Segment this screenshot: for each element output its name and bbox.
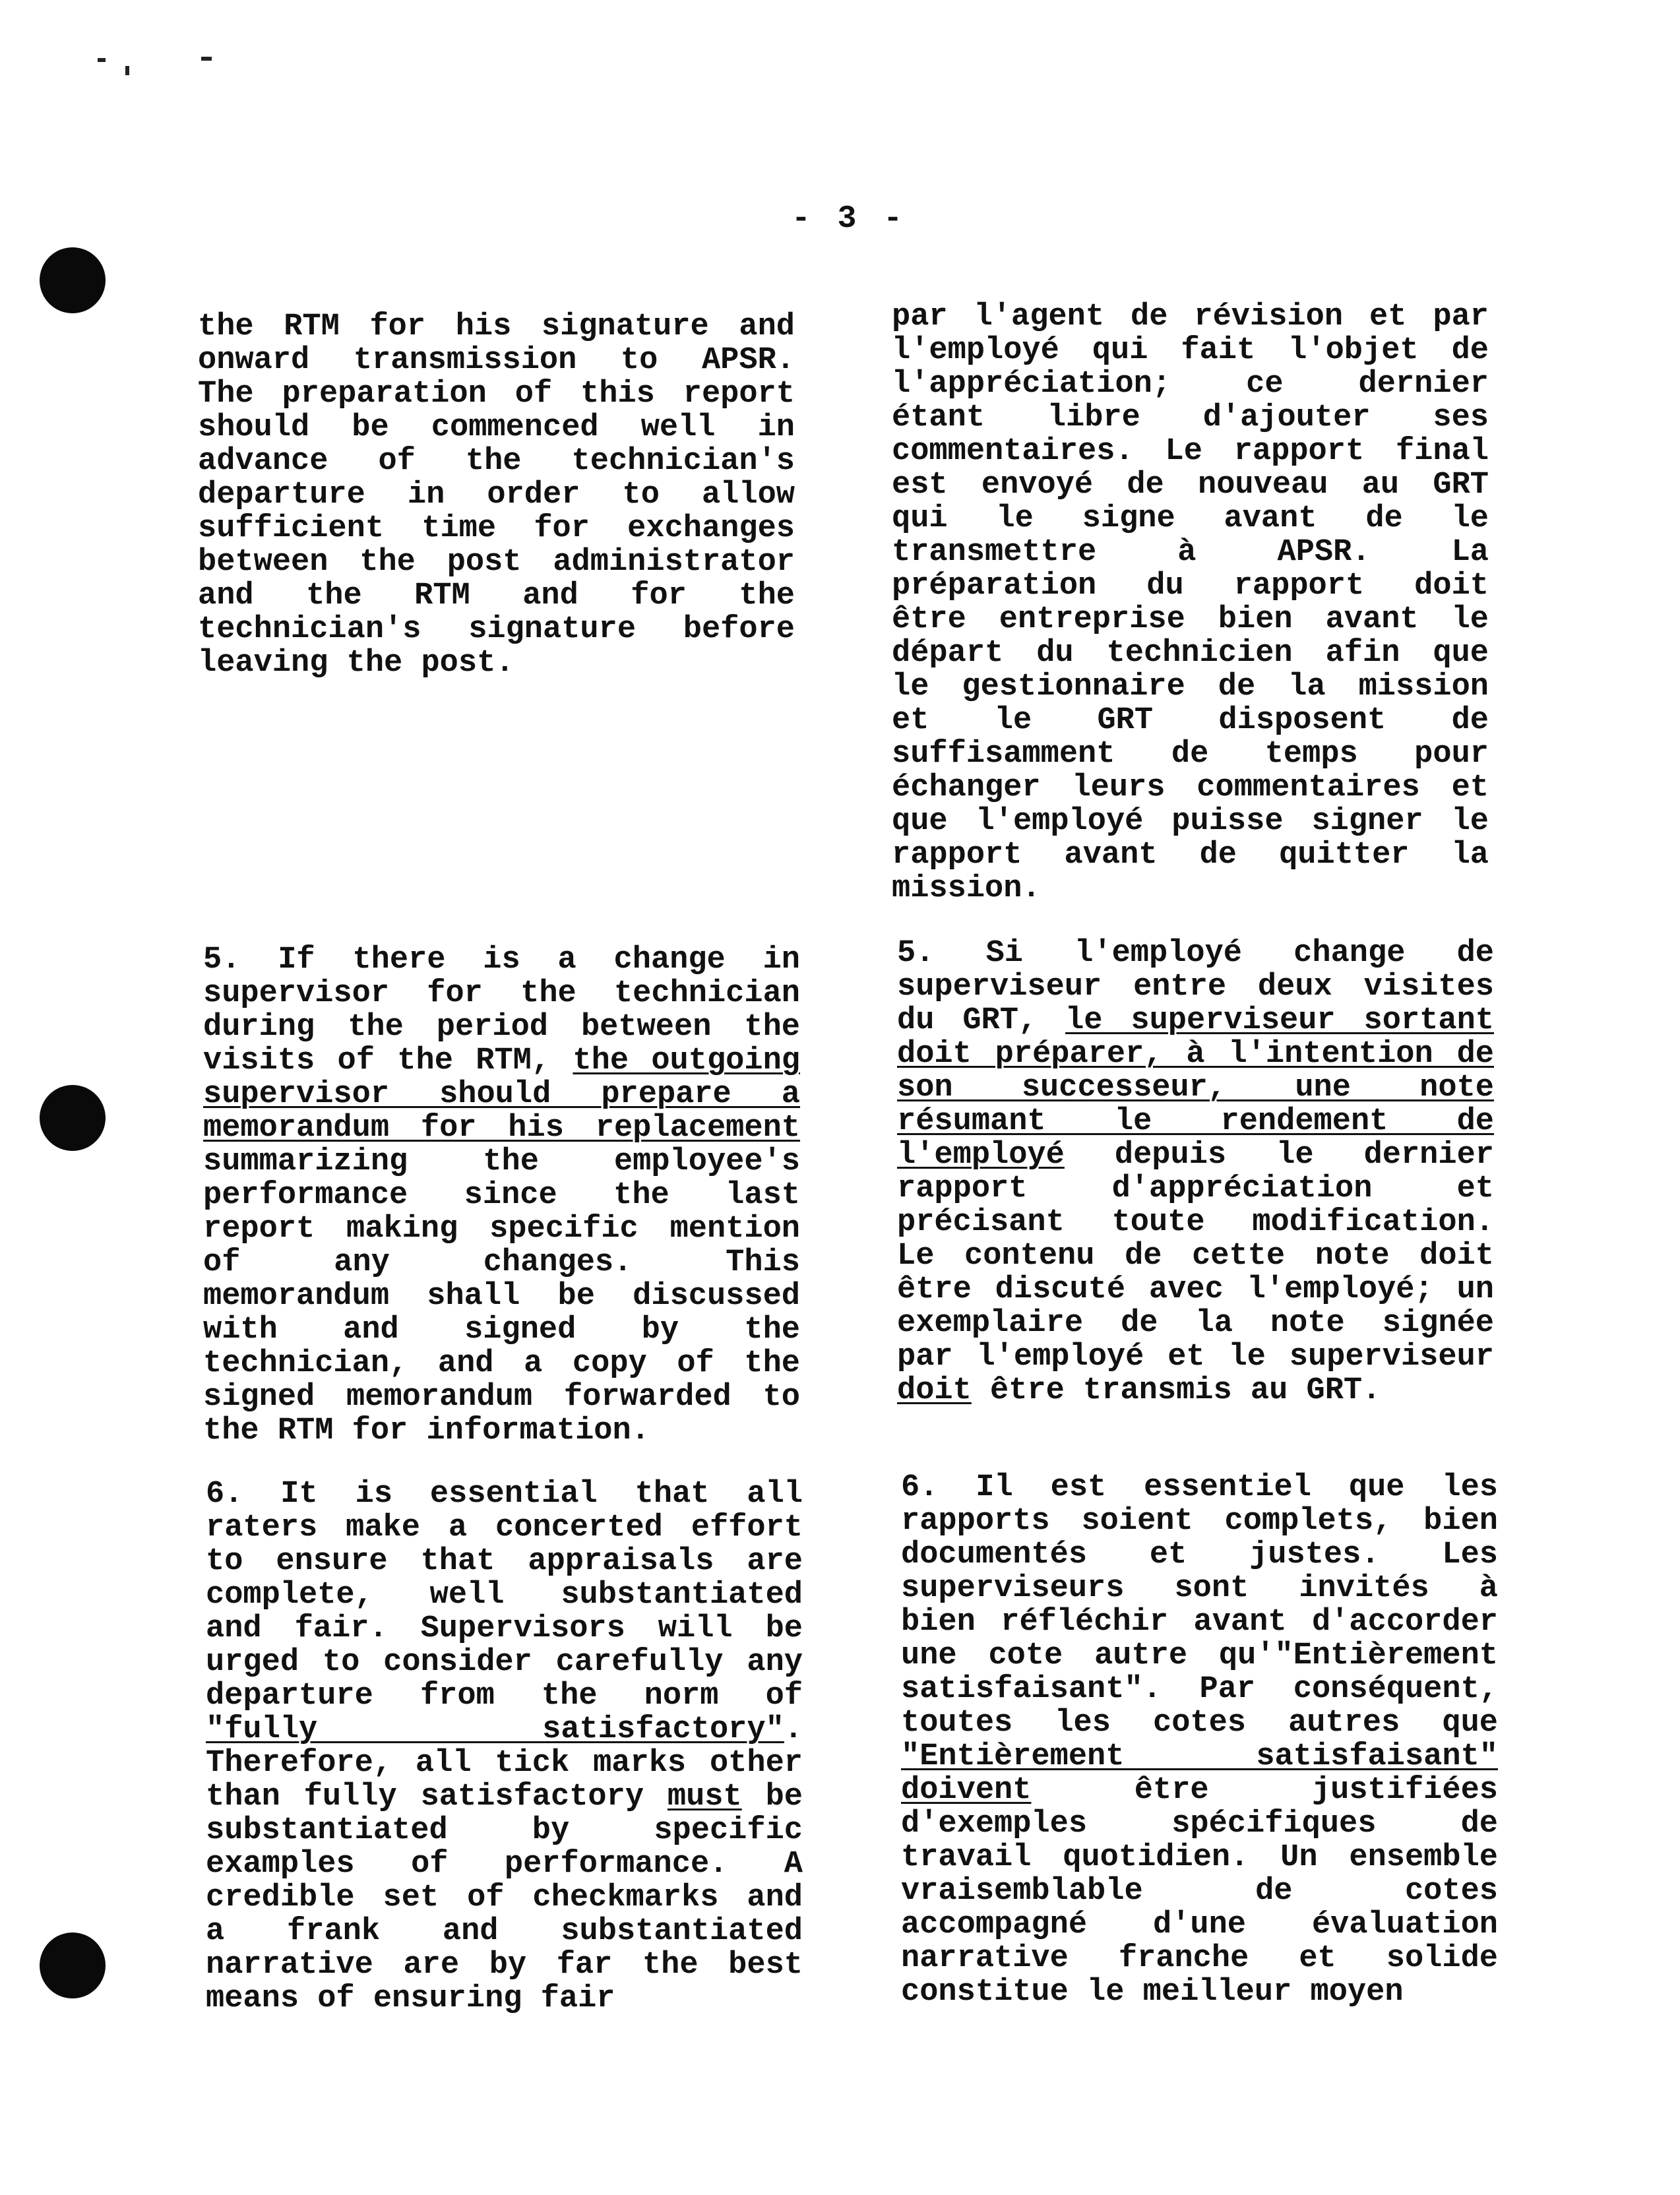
text-line: The preparation of this report	[198, 377, 795, 412]
text-line: toutes les cotes autres que	[901, 1706, 1498, 1741]
text-line	[897, 1004, 1494, 1037]
text-line: être discuté avec l'employé; un	[897, 1272, 1494, 1307]
underlined-text: must	[667, 1779, 742, 1814]
text-line: par l'employé et le superviseur	[897, 1340, 1494, 1375]
underlined-text: "fully satisfactory"	[206, 1712, 784, 1747]
text-line: a frank and substantiated	[206, 1914, 803, 1949]
text-line: préparation du rapport doit	[892, 569, 1489, 603]
paragraph-en-intro	[198, 310, 795, 680]
text-line: bien réfléchir avant d'accorder	[901, 1605, 1498, 1640]
underlined-text: son successeur, une note	[897, 1070, 1494, 1105]
text-line: should be commenced well in	[198, 410, 795, 445]
text-line: rapport d'appréciation et	[897, 1171, 1494, 1206]
underlined-text: the outgoing	[573, 1043, 800, 1078]
text-line	[203, 1044, 800, 1078]
text-line: par l'agent de révision et par	[892, 299, 1489, 334]
text-line: and the RTM and for the	[198, 578, 795, 613]
text-line: onward transmission to APSR.	[198, 343, 795, 378]
text-run: than fully satisfactory	[206, 1779, 668, 1814]
text-line: constitue le meilleur moyen	[901, 1975, 1404, 2010]
text-line	[897, 1374, 1494, 1407]
text-line: performance since the last	[203, 1178, 800, 1213]
text-line: 6. Il est essentiel que les	[901, 1470, 1498, 1505]
text-line: commentaires. Le rapport final	[892, 434, 1489, 469]
text-line: complete, well substantiated	[206, 1578, 803, 1613]
text-line: transmettre à APSR. La	[892, 535, 1489, 570]
punch-hole-bottom	[40, 1932, 106, 1998]
text-line: le gestionnaire de la mission	[892, 669, 1489, 704]
text-line: superviseurs sont invités à	[901, 1571, 1498, 1606]
text-line: exemplaire de la note signée	[897, 1306, 1494, 1341]
text-line: travail quotidien. Un ensemble	[901, 1840, 1498, 1875]
text-line: échanger leurs commentaires et	[892, 770, 1489, 805]
text-line: narrative are by far the best	[206, 1948, 803, 1983]
text-line: and fair. Supervisors will be	[206, 1611, 803, 1646]
text-line: summarizing the employee's	[203, 1144, 800, 1179]
text-line: narrative franche et solide	[901, 1941, 1498, 1976]
text-line: with and signed by the	[203, 1313, 800, 1347]
scan-speck	[98, 58, 106, 62]
underlined-text: supervisor should prepare a	[203, 1077, 800, 1112]
text-line: supervisor for the technician	[203, 976, 800, 1011]
text-line	[206, 1780, 803, 1814]
text-line: une cote autre qu'"Entièrement	[901, 1638, 1498, 1673]
text-line	[897, 1105, 1494, 1138]
text-line	[897, 1071, 1494, 1105]
text-run: être justifiées	[1031, 1773, 1498, 1808]
text-run: .	[784, 1712, 803, 1747]
paragraph-fr-5	[897, 937, 1494, 1407]
paragraph-fr-6	[901, 1471, 1498, 2009]
text-line: the RTM for information.	[203, 1413, 650, 1448]
text-line: rapport avant de quitter la	[892, 838, 1489, 873]
text-line: report making specific mention	[203, 1212, 800, 1247]
text-line: advance of the technician's	[198, 444, 795, 479]
text-line: of any changes. This	[203, 1245, 800, 1280]
text-line: departure in order to allow	[198, 478, 795, 512]
text-line: d'exemples spécifiques de	[901, 1807, 1498, 1841]
text-line: rapports soient complets, bien	[901, 1504, 1498, 1539]
text-line: 5. Si l'employé change de	[897, 936, 1494, 971]
text-line: précisant toute modification.	[897, 1205, 1494, 1240]
text-run: être transmis au GRT.	[971, 1373, 1381, 1408]
text-run: depuis le dernier	[1064, 1138, 1494, 1173]
underlined-text: doit	[897, 1373, 972, 1408]
underlined-text: "Entièrement satisfaisant"	[901, 1739, 1498, 1774]
text-line	[897, 1037, 1494, 1071]
text-line	[203, 1078, 800, 1111]
text-line: l'appréciation; ce dernier	[892, 367, 1489, 402]
underlined-text: doit préparer, à l'intention de	[897, 1037, 1494, 1072]
page-number: - 3 -	[792, 201, 907, 237]
underlined-text: résumant le rendement de	[897, 1104, 1494, 1139]
text-line: technician's signature before	[198, 612, 795, 647]
text-line: to ensure that appraisals are	[206, 1544, 803, 1579]
text-line: mission.	[892, 871, 1041, 906]
text-run: visits of the RTM,	[203, 1043, 573, 1078]
scan-speck	[201, 57, 212, 61]
text-line: 6. It is essential that all	[206, 1477, 803, 1512]
text-line: sufficient time for exchanges	[198, 511, 795, 546]
text-line: que l'employé puisse signer le	[892, 804, 1489, 839]
text-line: départ du technicien afin que	[892, 636, 1489, 671]
text-line: et le GRT disposent de	[892, 703, 1489, 738]
text-line: substantiated by specific	[206, 1813, 803, 1848]
text-line: signed memorandum forwarded to	[203, 1380, 800, 1415]
text-line: means of ensuring fair	[206, 1981, 615, 2016]
text-line	[901, 1774, 1498, 1807]
text-line: credible set of checkmarks and	[206, 1880, 803, 1915]
text-line: during the period between the	[203, 1010, 800, 1045]
text-line: satisfaisant". Par conséquent,	[901, 1672, 1498, 1707]
text-line: technician, and a copy of the	[203, 1346, 800, 1381]
text-line: superviseur entre deux visites	[897, 970, 1494, 1005]
punch-hole-middle	[40, 1085, 106, 1151]
paragraph-fr-intro	[892, 300, 1489, 906]
text-run: be	[741, 1779, 803, 1814]
text-line: examples of performance. A	[206, 1847, 803, 1882]
text-run: du GRT,	[897, 1003, 1066, 1038]
text-line: documentés et justes. Les	[901, 1537, 1498, 1572]
text-line	[206, 1713, 803, 1747]
text-line: leaving the post.	[198, 646, 514, 681]
text-line: memorandum shall be discussed	[203, 1279, 800, 1314]
text-line: accompagné d'une évaluation	[901, 1907, 1498, 1942]
paragraph-en-6	[206, 1477, 803, 2016]
text-line	[897, 1138, 1494, 1172]
text-line	[901, 1740, 1498, 1774]
text-line: suffisamment de temps pour	[892, 737, 1489, 772]
text-line: l'employé qui fait l'objet de	[892, 333, 1489, 368]
underlined-text: l'employé	[897, 1138, 1065, 1173]
text-line: étant libre d'ajouter ses	[892, 400, 1489, 435]
paragraph-en-5	[203, 943, 800, 1448]
text-line: departure from the norm of	[206, 1679, 803, 1714]
text-line: vraisemblable de cotes	[901, 1874, 1498, 1909]
text-line: 5. If there is a change in	[203, 943, 800, 977]
text-line: Therefore, all tick marks other	[206, 1746, 803, 1781]
text-line: être entreprise bien avant le	[892, 602, 1489, 637]
underlined-text: memorandum for his replacement	[203, 1111, 800, 1146]
scan-speck	[125, 66, 129, 75]
text-line: qui le signe avant de le	[892, 501, 1489, 536]
underlined-text: doivent	[901, 1773, 1032, 1808]
punch-hole-top	[40, 247, 106, 313]
text-line: Le contenu de cette note doit	[897, 1239, 1494, 1274]
text-line: urged to consider carefully any	[206, 1645, 803, 1680]
text-line	[203, 1111, 800, 1145]
text-line: raters make a concerted effort	[206, 1510, 803, 1545]
underlined-text: le superviseur sortant	[1065, 1003, 1494, 1038]
text-line: between the post administrator	[198, 545, 795, 580]
text-line: the RTM for his signature and	[198, 309, 795, 344]
text-line: est envoyé de nouveau au GRT	[892, 468, 1489, 503]
